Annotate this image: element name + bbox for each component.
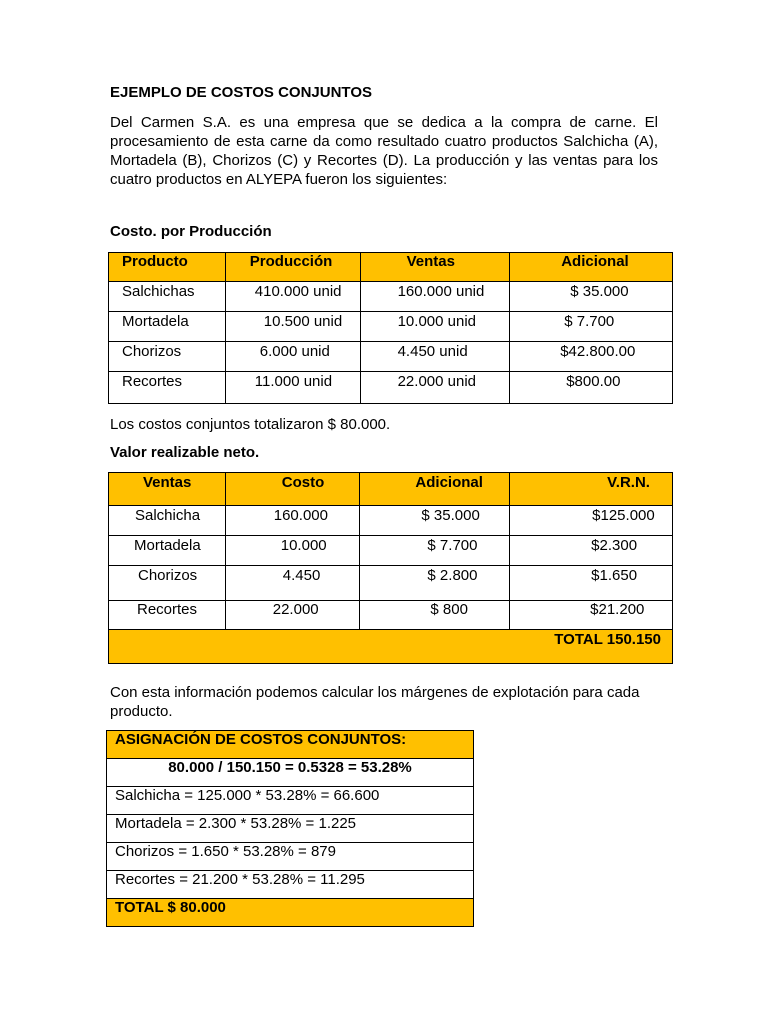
- column-header: Ventas: [109, 473, 226, 506]
- table-row: [109, 601, 673, 630]
- column-header: Producción: [225, 253, 360, 282]
- table-cell: 10.000: [225, 536, 360, 566]
- table-row: [107, 759, 474, 787]
- table-row: [107, 843, 474, 871]
- table-row: [107, 871, 474, 899]
- table-header-row: [109, 253, 673, 282]
- intro-paragraph: Del Carmen S.A. es una empresa que se dedica a la compra de carne. El procesamiento de esta carne da como resultado cuatro productos Salchicha (A), Mortadela (B), Chorizos (C) y Recortes (D). La producción y las ventas para los cuatro productos en ALYEPA fueron los siguientes:: [110, 114, 658, 188]
- table-row: [109, 536, 673, 566]
- table-cell: 160.000 unid: [360, 282, 510, 312]
- table-cell: Salchichas: [109, 282, 226, 312]
- allocation-header: ASIGNACIÓN DE COSTOS CONJUNTOS:: [107, 731, 474, 759]
- table-cell: $1.650: [510, 566, 673, 601]
- table-cell: Mortadela: [109, 536, 226, 566]
- section-heading-vrn: Valor realizable neto.: [110, 444, 260, 461]
- table-cell: Salchicha: [109, 506, 226, 536]
- allocation-total: TOTAL $ 80.000: [107, 899, 474, 927]
- production-table: [108, 252, 673, 404]
- column-header: Producto: [109, 253, 226, 282]
- table-total-row: [107, 899, 474, 927]
- column-header: Costo: [225, 473, 360, 506]
- table-cell: 22.000: [225, 601, 360, 630]
- table-row: [109, 372, 673, 404]
- table-cell: 410.000 unid: [225, 282, 360, 312]
- table-cell: Recortes: [109, 601, 226, 630]
- table-cell: $ 35.000: [360, 506, 510, 536]
- joint-costs-text: Los costos conjuntos totalizaron $ 80.000.: [110, 416, 391, 433]
- table-cell: 22.000 unid: [360, 372, 510, 404]
- table-cell: 11.000 unid: [225, 372, 360, 404]
- table-cell: $ 800: [360, 601, 510, 630]
- table-cell: $125.000: [510, 506, 673, 536]
- joint-cost-allocation-table: [106, 730, 474, 927]
- allocation-row: Chorizos = 1.650 * 53.28% = 879: [107, 843, 474, 871]
- section-heading-costo-produccion: Costo. por Producción: [110, 223, 272, 240]
- column-header: Adicional: [360, 473, 510, 506]
- allocation-row: Salchicha = 125.000 * 53.28% = 66.600: [107, 787, 474, 815]
- table-cell: Chorizos: [109, 566, 226, 601]
- table-cell: 10.000 unid: [360, 312, 510, 342]
- table-cell: 4.450: [225, 566, 360, 601]
- table-header-row: [107, 731, 474, 759]
- table-cell: $ 7.700: [360, 536, 510, 566]
- table-row: [109, 506, 673, 536]
- vrn-total: TOTAL 150.150: [109, 630, 673, 664]
- table-row: [107, 815, 474, 843]
- allocation-row: Mortadela = 2.300 * 53.28% = 1.225: [107, 815, 474, 843]
- table-cell: Recortes: [109, 372, 226, 404]
- table-cell: $ 7.700: [510, 312, 673, 342]
- table-row: [109, 342, 673, 372]
- table-cell: Chorizos: [109, 342, 226, 372]
- allocation-formula: 80.000 / 150.150 = 0.5328 = 53.28%: [107, 759, 474, 787]
- table-cell: $21.200: [510, 601, 673, 630]
- column-header: Adicional: [510, 253, 673, 282]
- document-title: EJEMPLO DE COSTOS CONJUNTOS: [110, 84, 372, 101]
- table-row: [109, 282, 673, 312]
- table-cell: $ 2.800: [360, 566, 510, 601]
- table-row: [109, 312, 673, 342]
- closing-paragraph: Con esta información podemos calcular los márgenes de explotación para cada producto.: [110, 684, 640, 720]
- net-realizable-value-table: [108, 472, 673, 664]
- allocation-row: Recortes = 21.200 * 53.28% = 11.295: [107, 871, 474, 899]
- table-cell: Mortadela: [109, 312, 226, 342]
- column-header: V.R.N.: [510, 473, 673, 506]
- table-cell: 6.000 unid: [225, 342, 360, 372]
- table-row: [109, 566, 673, 601]
- table-cell: $800.00: [510, 372, 673, 404]
- table-header-row: [109, 473, 673, 506]
- table-cell: $ 35.000: [510, 282, 673, 312]
- column-header: Ventas: [360, 253, 510, 282]
- table-cell: $2.300: [510, 536, 673, 566]
- table-total-row: [109, 630, 673, 664]
- table-cell: $42.800.00: [510, 342, 673, 372]
- table-cell: 4.450 unid: [360, 342, 510, 372]
- table-row: [107, 787, 474, 815]
- table-cell: 10.500 unid: [225, 312, 360, 342]
- table-cell: 160.000: [225, 506, 360, 536]
